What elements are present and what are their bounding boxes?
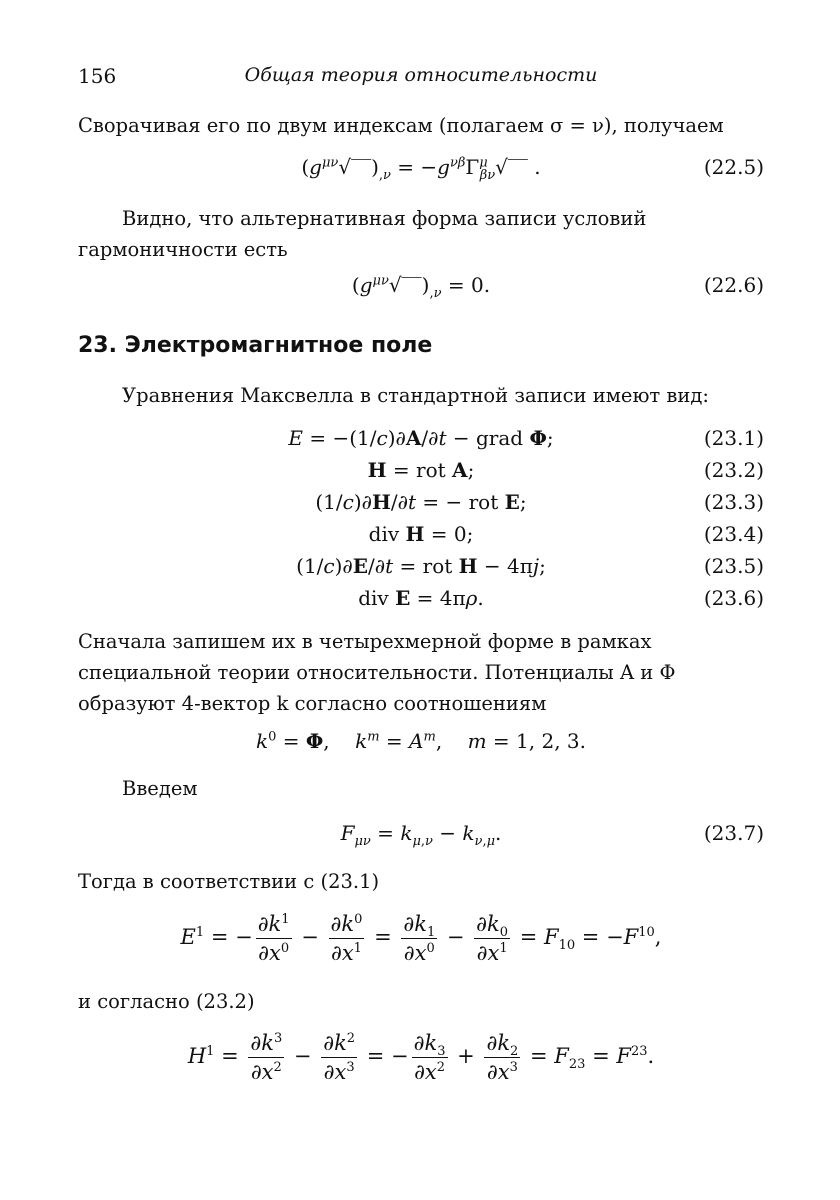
- equation-number: (23.7): [703, 821, 764, 845]
- page-header: [78, 64, 764, 92]
- equation-23-5: (1/c)∂E/∂t = rot H − 4πj; (23.5): [296, 554, 764, 578]
- paragraph-according: и согласно (23.2): [78, 990, 255, 1013]
- paragraph-accordance: Тогда в соответствии с (23.1): [78, 870, 380, 893]
- section-title: 23. Электромагнитное поле: [78, 333, 433, 358]
- equation-number: (23.3): [703, 490, 764, 514]
- equation-number: (23.2): [703, 458, 764, 482]
- equation-potential-components: $k^0 = \Phi$, $k^m = A^m$, m = 1, 2, 3.: [255, 729, 587, 753]
- paragraph-introduce: Введем: [122, 777, 198, 800]
- equation-magnetic-field-component: $H^1$ = $\frac{\partial k^3}{\partial x^2}$ − $\frac{\partial k^2}{\partial x^3}$ = − $\frac{\partial k_3}{\partial x^2}$ + $\frac{\partial k_2}{\partial x^3}$ = $F_{23} = F^{23}$.: [187, 1031, 655, 1084]
- equation-electric-field-component: $E^1$ = − $\frac{\partial k^1}{\partial x^0}$ − $\frac{\partial k^0}{\partial x^1}$ = $\frac{\partial k_1}{\partial x^0}$ − $\frac{\partial k_0}{\partial x^1}$ = $F_{10} = -F^{10}$,: [180, 912, 662, 965]
- equation-number: (22.6): [703, 273, 764, 297]
- equation-23-7: $F_{\mu\nu} = k_{\mu,\nu} - k_{\nu,\mu}$. (23.7): [340, 821, 764, 849]
- equation-22-6: [78, 273, 764, 313]
- paragraph-four-dimensional: Сначала запишем их в четырехмерной форме в рамках специальной теории относительности. Потенциалы A и Φ образуют 4-вектор k согласно соотношениям: [78, 630, 676, 715]
- equation-23-6: div E = 4πρ. (23.6): [358, 586, 764, 610]
- maxwell-equations: [78, 426, 764, 618]
- paragraph-maxwell: Уравнения Максвелла в стандартной записи имеют вид:: [122, 384, 709, 407]
- equation-number: (23.5): [703, 554, 764, 578]
- paragraph-contraction: Сворачивая его по двум индексам (полагаем σ = ν), получаем: [78, 114, 724, 137]
- equation-22-5-formula: $(g^{\mu\nu}√‾‾)_{,\nu}$ = $-g^{\nu\beta}\Gamma^\mu_{\beta\nu}√‾‾$ .: [301, 155, 541, 183]
- equation-number: (23.6): [703, 586, 764, 610]
- equation-number: (23.1): [703, 426, 764, 450]
- paragraph-harmonic: Видно, что альтернативная форма записи условий гармоничности есть: [78, 207, 647, 261]
- equation-number: (23.4): [703, 522, 764, 546]
- page-number: 156: [78, 64, 117, 88]
- equation-23-2: H = rot A; (23.2): [367, 458, 764, 482]
- equation-23-3: (1/c)∂H/∂t = − rot E; (23.3): [315, 490, 764, 514]
- equation-22-6-formula: $(g^{\mu\nu}√‾‾)_{,\nu} = 0$.: [351, 273, 491, 301]
- equation-number: (22.5): [703, 155, 764, 179]
- running-title: Общая теория относительности: [244, 64, 598, 86]
- equation-23-1: E = −(1/c)∂A/∂t − grad Φ; (23.1): [288, 426, 764, 450]
- equation-22-5: [78, 155, 764, 195]
- equation-23-4: div H = 0; (23.4): [368, 522, 764, 546]
